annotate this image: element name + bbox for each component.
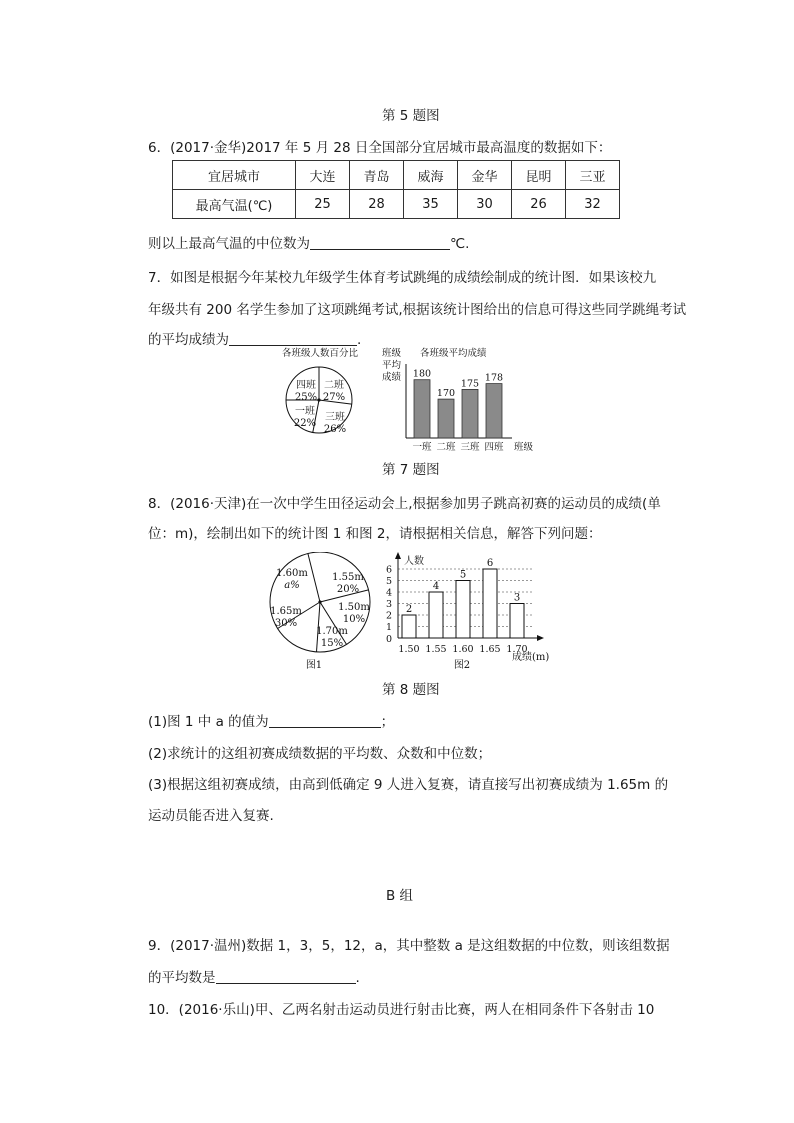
y-axis-arrow [395, 552, 401, 559]
pie-value-label: 10% [342, 614, 366, 625]
table-cell-temp: 35 [404, 190, 458, 219]
temperature-table [172, 160, 620, 219]
q7-line3-pre: 的平均成绩为 [148, 332, 229, 348]
bar [402, 615, 416, 638]
q8-sub3-line1: (3)根据这组初赛成绩，由高到低确定 9 人进入复赛，请直接写出初赛成绩为 1.65m 的 [148, 777, 669, 793]
table-header-city: 宜居城市 [173, 161, 296, 190]
x-tick-label: 1.55 [425, 644, 447, 655]
bar-value-label: 175 [460, 378, 480, 390]
q7-line1: 7．如图是根据今年某校九年级学生体育考试跳绳的成绩绘制成的统计图．如果该校九 [148, 270, 657, 286]
group-b-heading: B 组 [386, 888, 414, 904]
table-cell-city: 威海 [404, 161, 458, 190]
q9-line2 [148, 966, 360, 986]
y-tick-label: 3 [385, 599, 392, 610]
answer-blank[interactable] [269, 713, 381, 728]
fig8-caption: 第 8 题图 [382, 682, 440, 698]
q9-line2-pre: 的平均数是 [148, 970, 216, 986]
pie-label: 1.65m [270, 606, 302, 617]
y-tick-label: 4 [385, 587, 392, 599]
y-tick-label: 6 [385, 564, 392, 576]
pie-label: 1.55m [332, 572, 364, 583]
pie-label: 三班 [325, 412, 345, 423]
pie-label: 1.60m [276, 568, 308, 579]
q8-line1: 8．(2016·天津)在一次中学生田径运动会上,根据参加男子跳高初赛的运动员的成绩(单 [148, 496, 661, 512]
q6-question-post: ℃. [450, 236, 470, 252]
q8-sub1 [148, 710, 394, 730]
q8-bar-chart [386, 552, 549, 671]
pie-value-label: 22% [293, 418, 317, 429]
pie-value-label: 25% [294, 392, 318, 403]
q7-bar-chart [382, 347, 534, 453]
bar-value-label: 180 [412, 368, 432, 380]
pie-label: 四班 [296, 380, 316, 391]
bar [456, 581, 470, 639]
q9-line1: 9．(2017·温州)数据 1，3，5，12，a，其中整数 a 是这组数据的中位数，则该组数据 [148, 938, 670, 954]
pie-value-label: 30% [274, 618, 298, 629]
bar-value-label: 178 [484, 372, 504, 384]
bar [414, 380, 430, 438]
table-cell-city: 金华 [458, 161, 512, 190]
q7-line3-post: . [357, 332, 362, 348]
answer-blank[interactable] [310, 235, 450, 250]
x-tick-label: 四班 [484, 442, 504, 453]
pie-center-dot [318, 600, 321, 603]
table-cell-temp: 26 [512, 190, 566, 219]
bar-ylabel: 人数 [404, 556, 424, 567]
table-cell-temp: 25 [296, 190, 350, 219]
bar-value-label: 6 [486, 558, 494, 569]
q8-pie-chart [270, 552, 370, 671]
x-tick-label: 1.70 [506, 644, 528, 655]
bar-value-label: 3 [513, 592, 521, 604]
pie-value-label: 15% [320, 638, 344, 649]
bar [429, 592, 443, 638]
bar-value-label: 170 [436, 388, 456, 400]
table-cell-temp: 32 [566, 190, 620, 219]
q7-bar-title: 各班级平均成绩 [420, 348, 487, 359]
pie-slice-divider [308, 554, 320, 603]
pie-label: 二班 [324, 380, 344, 391]
pie-label: 1.70m [316, 626, 348, 637]
pie-value-label: 26% [323, 424, 347, 435]
x-tick-label: 1.50 [398, 644, 420, 655]
bar-ylabel-line: 班级 [382, 348, 402, 359]
y-tick-label: 2 [385, 610, 392, 622]
pie-value-label: 20% [336, 584, 360, 595]
bar [510, 604, 524, 639]
x-tick-label: 一班 [412, 442, 432, 453]
q6-question-pre: 则以上最高气温的中位数为 [148, 236, 310, 252]
q8-figure [262, 552, 562, 676]
bar [483, 569, 497, 638]
q7-pie-title: 各班级人数百分比 [282, 348, 359, 359]
bar-value-label: 2 [405, 604, 413, 615]
q10-line1: 10．(2016·乐山)甲、乙两名射击运动员进行射击比赛，两人在相同条件下各射击 10 [148, 1002, 655, 1018]
pie-label: 1.50m [338, 602, 370, 613]
q7-bars [412, 369, 504, 453]
bar-xlabel: 成绩(m) [512, 652, 550, 663]
q8-bars [398, 558, 527, 655]
y-tick-label: 5 [385, 576, 392, 587]
table-cell-city: 青岛 [350, 161, 404, 190]
bar-ylabel-line: 平均 [382, 360, 402, 371]
fig5-caption: 第 5 题图 [382, 108, 440, 124]
q8-sub2: (2)求统计的这组初赛成绩数据的平均数、众数和中位数； [148, 746, 492, 762]
y-tick-label: 1 [385, 622, 392, 633]
bar [486, 384, 502, 438]
table-cell-city: 大连 [296, 161, 350, 190]
answer-blank[interactable] [216, 969, 356, 984]
pie-label: 一班 [295, 406, 315, 417]
table-header-temp: 最高气温(℃) [173, 190, 296, 219]
q7-pie-chart [282, 347, 359, 435]
table-cell-temp: 28 [350, 190, 404, 219]
q7-line2: 年级共有 200 名学生参加了这项跳绳考试,根据该统计图给出的信息可得这些同学跳绳考试 [148, 302, 687, 318]
q8-line2: 位：m)，绘制出如下的统计图 1 和图 2，请根据相关信息，解答下列问题： [148, 526, 602, 542]
q8-sub3-line2: 运动员能否进入复赛. [148, 808, 274, 824]
q6-text: 6．(2017·金华)2017 年 5 月 28 日全国部分宜居城市最高温度的数据如下： [148, 140, 612, 156]
x-axis-arrow [537, 635, 544, 641]
pie-value-label: 27% [322, 392, 346, 403]
bar-xlabel: 班级 [514, 442, 534, 453]
x-tick-label: 三班 [460, 442, 480, 453]
fig7-caption: 第 7 题图 [382, 462, 440, 478]
bar [438, 399, 454, 438]
x-tick-label: 二班 [436, 442, 456, 453]
x-tick-label: 1.65 [479, 644, 501, 655]
table-row [173, 190, 620, 219]
bar-value-label: 4 [432, 581, 440, 592]
y-tick-label: 0 [385, 634, 392, 645]
pie-center-dot [317, 398, 320, 401]
q9-line2-post: . [355, 970, 360, 986]
table-cell-temp: 30 [458, 190, 512, 219]
bar-value-label: 5 [459, 569, 467, 581]
q8-sub1-post: ； [380, 714, 395, 730]
q8-bar-caption: 图2 [453, 660, 471, 671]
bar [462, 389, 478, 438]
q7-figure [280, 344, 550, 456]
q8-sub1-pre: (1)图 1 中 a 的值为 [148, 714, 269, 730]
bar-ylabel-line: 成绩 [382, 372, 402, 383]
q8-pie-caption: 图1 [305, 660, 323, 671]
table-cell-city: 三亚 [566, 161, 620, 190]
table-cell-city: 昆明 [512, 161, 566, 190]
pie-value-label: a% [284, 580, 300, 591]
table-row [173, 161, 620, 190]
q6-question [148, 232, 469, 252]
x-tick-label: 1.60 [452, 644, 474, 655]
